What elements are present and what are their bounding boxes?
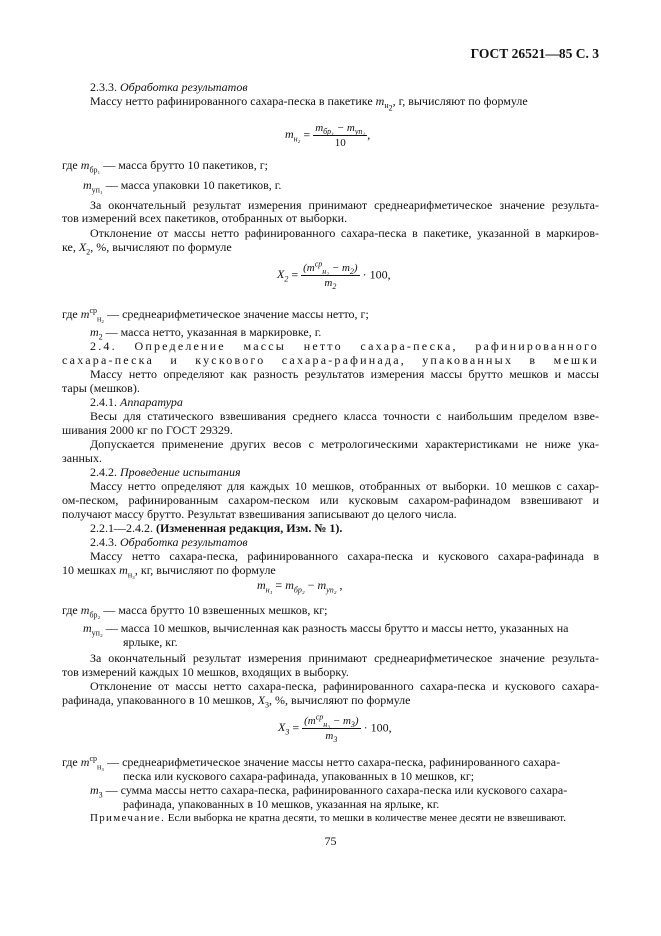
definition-text: — сумма массы нетто сахара-песка, рафинированного сахара-песка или кускового сахара- <box>105 783 568 797</box>
paragraph-4-line-2: тары (мешков). <box>62 381 140 395</box>
paragraph-3-line-2: ке, $X_2$, %, вычисляют по формуле <box>62 240 232 257</box>
paragraph-9-line-1: За окончательный результат измерения принимают среднеарифметическое значение результа- <box>90 651 599 665</box>
paragraph-10-line-1: Отклонение от массы нетто сахара-песка, рафинированного сахара-песка и кускового сахара- <box>90 679 599 693</box>
section-242-heading <box>90 465 241 479</box>
paragraph-6-line-2: занных. <box>62 451 102 465</box>
section-241-heading <box>90 395 183 409</box>
paragraph-9-line-2: тов измерений каждых 10 мешков, входящих в выборку. <box>62 665 349 679</box>
variable: m <box>375 94 385 108</box>
formula-fraction: $\frac{(m^{ср}_{н_3} - m_3)}{m_3}$ <box>304 712 359 745</box>
section-number: 2.4.1. <box>90 395 117 409</box>
formula-fraction: $\frac{m_{бр_1} - m_{уп_1}}{10}$ <box>315 122 366 149</box>
paragraph-6-line-1: Допускается применение других весов с метрологическими характеристиками не ниже ука- <box>90 437 599 451</box>
amendment-note <box>90 521 342 535</box>
where-1a: где $m_{бр_1}$ — масса брутто 10 пакетиков, г; <box>62 158 268 175</box>
where-4b-line-2: рафинада, упакованных в 10 мешков, указанная на ярлыке, кг. <box>123 797 440 811</box>
formula-tail: · 100, <box>362 267 391 282</box>
where-2a: где $m^{ср}_{н_2}$ — среднеарифметическое значение массы нетто, г; <box>62 306 369 324</box>
amendment-text: (Измененная редакция, Изм. № 1). <box>156 521 343 535</box>
formula-4: $X_3$ = $\frac{(m^{ср}_{н_3} - m_3)}{m_3}$ · 100, <box>278 712 392 745</box>
paragraph-2-line-1: За окончательный результат измерения принимают среднеарифметическое значение результа- <box>90 198 599 212</box>
where-3a: где $m_{бр_2}$ — масса брутто 10 взвешенных мешков, кг; <box>62 603 328 620</box>
where-3b-line-2: ярлыке, кг. <box>123 635 178 649</box>
formula-tail: · 100, <box>363 720 392 735</box>
paragraph-text: , г, вычисляют по формуле <box>392 94 528 108</box>
page-header: ГОСТ 26521—85 С. 3 <box>470 46 599 61</box>
where-4a-line-2: песка или кускового сахара-рафинада, упакованных в 10 мешков, кг; <box>123 769 475 783</box>
definition-text: — масса упаковки 10 пакетиков, г. <box>105 178 282 192</box>
section-24-heading-line-2: сахара-песка и кускового сахара-рафинада, упакованных в мешки <box>62 353 599 367</box>
paragraph-7-line-3: получают массу брутто. Результат взвешивания записывают до целого числа. <box>62 507 457 521</box>
paragraph-8-line-1: Массу нетто сахара-песка, рафинированного сахара-песка и кускового сахара-рафинада в <box>90 549 599 563</box>
paragraph-5-line-2: шивания 2000 кг по ГОСТ 29329. <box>62 423 233 437</box>
paragraph-1 <box>90 94 528 113</box>
formula-1: $m_{н_2}$ = $\frac{m_{бр_1} - m_{уп_1}}{10}$ , <box>285 122 371 149</box>
where-2b: $m_2$ — масса нетто, указанная в маркировке, г. <box>90 325 322 342</box>
paragraph-7-line-2: ом-песком, рафинированным сахаром-песком или кусковым сахаром-рафинадом взвешивают и <box>62 493 599 507</box>
paragraph-10-line-2: рафинада, упакованного в 10 мешков, $X_3$, %, вычисляют по формуле <box>62 693 411 710</box>
formula-fraction: $\frac{(m^{ср}_{н_2} - m_2)}{m_2}$ <box>303 259 358 292</box>
section-title: Обработка результатов <box>120 80 248 94</box>
formula-3: $m_{н_3} = m_{бр_2} - m_{уп_2}$ , <box>257 578 343 595</box>
section-243-heading <box>90 535 248 549</box>
formula-denominator: 10 <box>334 137 346 149</box>
definition-text: — масса 10 мешков, вычисленная как разность массы брутто и массы нетто, указанных на <box>105 621 569 635</box>
definition-text: — среднеарифметическое значение массы нетто, г; <box>107 307 369 321</box>
formula-lhs: $m_{н_2}$ <box>285 127 301 144</box>
note <box>90 812 566 824</box>
paragraph-4-line-1: Массу нетто определяют как разность результатов измерения массы брутто мешков и массы <box>90 367 599 381</box>
definition-text: — масса брутто 10 пакетиков, г; <box>103 158 268 172</box>
note-text: Если выборка не кратна десяти, то мешки в количестве менее десяти не взвешивают. <box>167 812 567 824</box>
page-number: 75 <box>324 834 337 848</box>
formula-2: $X_2$ = $\frac{(m^{ср}_{н_2} - m_2)}{m_2}$ · 100, <box>277 259 391 292</box>
where-4b-line-1: $m_3$ — сумма массы нетто сахара-песка, рафинированного сахара-песка или кускового сахара- <box>90 783 568 800</box>
where-4a-line-1: где $m^{ср}_{н_3}$ — среднеарифметическое значение массы нетто сахара-песка, рафинированного сахара- <box>62 754 561 772</box>
subscript: 2 <box>388 103 393 113</box>
section-number: 2.4.3. <box>90 535 117 549</box>
paragraph-7-line-1: Массу нетто определяют для каждых 10 мешков, отобранных от выборки. 10 мешков с сахар- <box>90 479 599 493</box>
paragraph-2-line-2: тов измерений всех пакетиков, отобранных от выборки. <box>62 211 348 225</box>
section-title: Проведение испытания <box>120 465 241 479</box>
section-24-heading-line-1: 2.4. Определение массы нетто сахара-песка, рафинированного <box>90 339 599 353</box>
section-title: Аппаратура <box>120 395 183 409</box>
paragraph-5-line-1: Весы для статического взвешивания среднего класса точности с наибольшим пределом взве- <box>90 409 599 423</box>
paragraph-3-line-1: Отклонение от массы нетто рафинированного сахара-песка в пакетике, указанной в маркиров- <box>90 226 599 240</box>
where-3b-line-1: $m_{уп_2}$ — масса 10 мешков, вычисленная как разность массы брутто и массы нетто, указанных на <box>83 621 569 638</box>
section-number: 2.4.2. <box>90 465 117 479</box>
where-label: где <box>62 158 78 172</box>
paragraph-text: Массу нетто рафинированного сахара-песка в пакетике <box>90 94 373 108</box>
section-number: 2.3.3. <box>90 80 117 94</box>
note-label: Примечание. <box>90 812 166 824</box>
where-1b: $m_{уп_1}$ — масса упаковки 10 пакетиков, г. <box>83 178 282 195</box>
section-233-heading <box>90 80 248 94</box>
paragraph-8-line-2: 10 мешках $m_{н_3}$, кг, вычисляют по формуле <box>62 563 276 580</box>
definition-text: — среднеарифметическое значение массы нетто сахара-песка, рафинированного сахара- <box>107 755 561 769</box>
amendment-range: 2.2.1—2.4.2. <box>90 521 153 535</box>
definition-text: — масса нетто, указанная в маркировке, г. <box>105 325 322 339</box>
definition-text: — масса брутто 10 взвешенных мешков, кг; <box>103 603 328 617</box>
subscript: н <box>384 101 389 111</box>
section-title: Обработка результатов <box>120 535 248 549</box>
